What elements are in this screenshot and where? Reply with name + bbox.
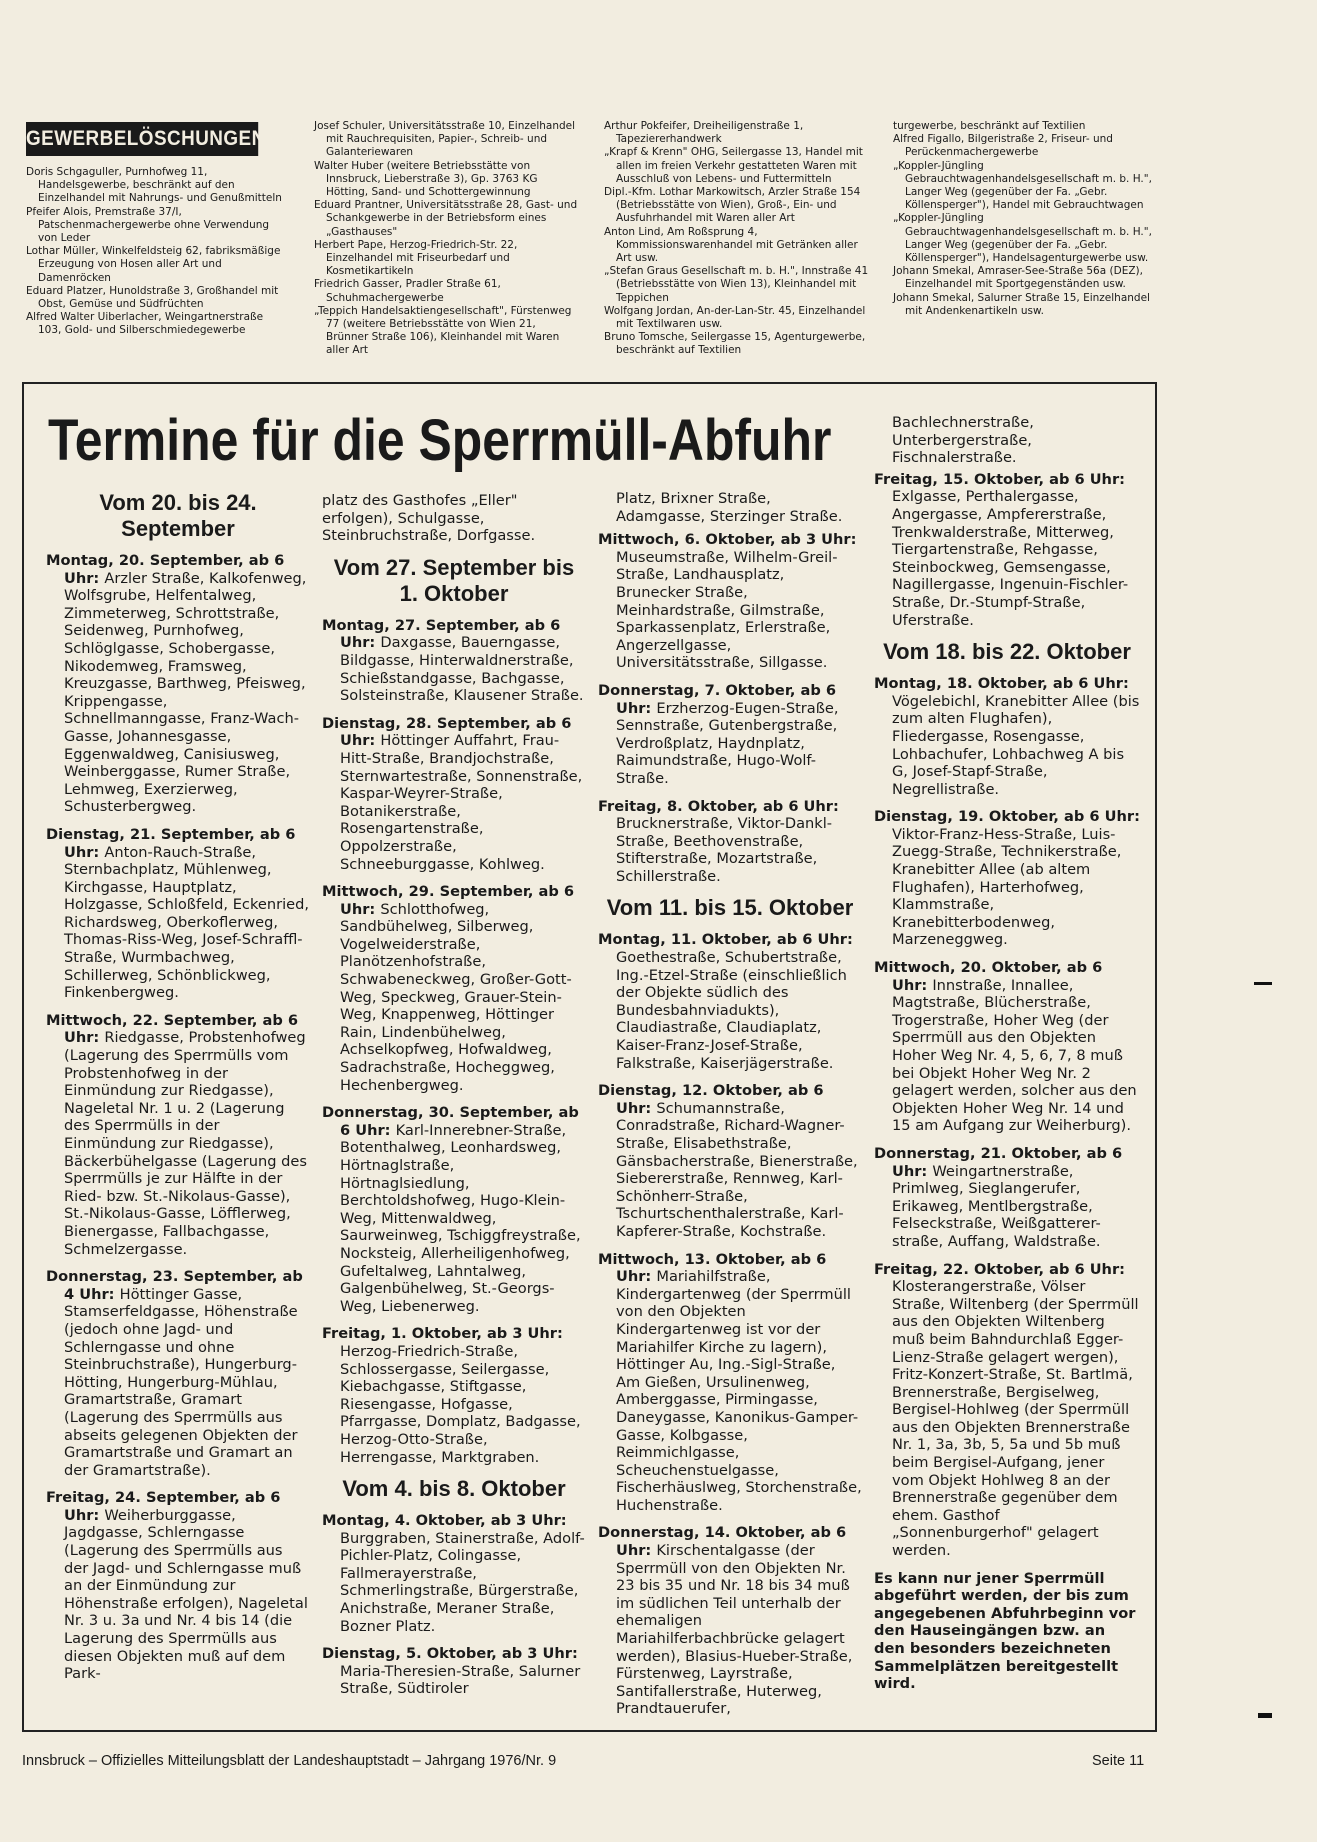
schedule-streets: Erzherzog-Eugen-Straße, Sennstraße, Gutenbergstraße, Verdroßplatz, Haydnplatz, Raimundstraße, Hugo-Wolf-Straße. [616,699,839,787]
gewerbeloeschungen-title: GEWERBELÖSCHUNGEN [26,122,258,156]
schedule-date: Donnerstag, 30. September, ab 6 Uhr: [322,1104,579,1139]
schedule-date: Dienstag, 12. Oktober, ab 6 Uhr: [598,1082,824,1117]
schedule-entry [322,1325,586,1466]
schedule-date: Donnerstag, 14. Oktober, ab 6 Uhr: [598,1524,847,1560]
schedule-date: Montag, 11. Oktober, ab 6 Uhr: [598,931,853,949]
gewerbe-entry: Josef Schuler, Universitätsstraße 10, Einzelhandel mit Rauchrequisiten, Papier-, Schreib- und Galanteriewaren [314,120,576,159]
schedule-list [874,675,1140,1560]
schedule-streets: Weingartnerstraße, Primlweg, Sieglangerufer, Erikaweg, Mentlbergstraße, Felseckstraße, Weißgatterer-straße, Auffang, Waldstraße. [892,1162,1101,1250]
schedule-entry [598,682,862,788]
schedule-date: Donnerstag, 7. Oktober, ab 6 Uhr: [598,681,837,717]
schedule-date: Freitag, 15. Oktober, ab 6 Uhr: [874,470,1125,488]
schedule-list [598,931,862,1718]
schedule-date: Dienstag, 19. Oktober, ab 6 Uhr: [874,808,1140,826]
schedule-entry [874,808,1140,949]
schedule-streets: Museumstraße, Wilhelm-Greil-Straße, Landhausplatz, Brunecker Straße, Meinhardstraße, Gilmstraße, Sparkassenplatz, Erlerstraße, Angerzellgasse, Universitätsstraße, Sillgasse. [616,548,838,672]
schedule-date: Montag, 18. Oktober, ab 6 Uhr: [874,675,1129,693]
gewerbe-entry: Alfred Walter Uiberlacher, Weingartnerstraße 103, Gold- und Silberschmiedegewerbe [26,311,264,337]
gewerbe-entry: Lothar Müller, Winkelfeldsteig 62, fabriksmäßige Erzeugung von Hosen aller Art und Damenröcken [26,245,281,284]
schedule-streets: Arzler Straße, Kalkofenweg, Wolfsgrube, Helfentalweg, Zimmeterweg, Schrottstraße, Seidenweg, Purnhofweg, Schlöglgasse, Schobergasse, Nikodemweg, Framsweg, Kreuzgasse, Barthweg, Pfeisweg, Krippengasse, Schnellmanngasse, Franz-Wach-Gasse, Johannesgasse, Eggenwaldweg, Canisiusweg, Weinberggasse, Rumer Straße, Lehmweg, Exerzierweg, Schusterbergweg. [64,569,307,816]
gewerbe-entry: Doris Schgaguller, Purnhofweg 11, Handelsgewerbe, beschränkt auf den Einzelhandel mit Nahrungs- und Genußmitteln [26,166,282,205]
schedule-date: Freitag, 22. Oktober, ab 6 Uhr: [874,1260,1125,1278]
schedule-streets: Höttinger Gasse, Stamserfeldgasse, Höhenstraße (jedoch ohne Jagd- und Schlerngasse und ohne Steinbruchstraße), Hungerburg-Hötting, Hungerburg-Mühlau, Gramartstraße, Gramart (Lagerung des Sperrmülls aus abseits gelegenen Objekten der Gramartstraße und Gramart an der Gramartstraße). [64,1285,298,1479]
schedule-entry [874,471,1140,629]
gewerbe-entry: Friedrich Gasser, Pradler Straße 61, Schuhmachergewerbe [314,278,501,304]
schedule-streets: Riedgasse, Probstenhofweg (Lagerung des Sperrmülls vom Probstenhofweg in der Einmündung zur Riedgasse), Nageletal Nr. 1 u. 2 (Lagerung des Sperrmülls in der Einmündung zur Riedgasse), Bäckerbühelgasse (Lagerung des Sperrmülls je zur Hälfte in der Ried- bzw. St.-Nikolaus-Gasse), St.-Nikolaus-Gasse, Löfflerweg, Bienergasse, Fallbachgasse, Schmelzergasse. [64,1029,307,1258]
schedule-streets: Höttinger Auffahrt, Frau-Hitt-Straße, Brandjochstraße, Sternwartestraße, Sonnenstraße, Kaspar-Weyrer-Straße, Botanikerstraße, Rosengartenstraße, Oppolzerstraße, Schneeburggasse, Kohlweg. [340,732,583,873]
article-column-3 [598,490,862,1728]
article-column-2 [322,492,586,1708]
schedule-date: Mittwoch, 22. September, ab 6 Uhr: [46,1011,299,1047]
gewerbe-entry: Anton Lind, Am Roßsprung 4, Kommissionswarenhandel mit Getränken aller Art usw. [604,225,858,265]
schedule-date: Dienstag, 5. Oktober, ab 3 Uhr: [322,1645,578,1663]
gewerbe-entry: Dipl.-Kfm. Lothar Markowitsch, Arzler Straße 154 (Betriebsstätte von Wien), Groß-, Ein- und Ausfuhrhandel mit Waren aller Art [604,186,861,225]
schedule-streets: Schlotthofweg, Sandbühelweg, Silberweg, Vogelweiderstraße, Planötzenhofstraße, Schwabeneckweg, Großer-Gott-Weg, Speckweg, Grauer-Stein-Weg, Knappenweg, Höttinger Rain, Lindenbühelweg, Achselkopfweg, Hofwaldweg, Sadrachstraße, Hocheggweg, Hechenbergweg. [340,900,572,1094]
schedule-streets: Innstraße, Innallee, Magtstraße, Blücherstraße, Trogerstraße, Hoher Weg (der Sperrmüll aus den Objekten Hoher Weg Nr. 4, 5, 6, 7, 8 muß bei Objekt Hoher Weg Nr. 2 gelagert werden, solcher aus den Objekten Hoher Weg Nr. 14 und 15 am Aufgang zur Weiherburg). [892,976,1137,1135]
section-heading: Vom 27. September bis 1. Oktober [333,554,575,606]
schedule-date: Dienstag, 28. September, ab 6 Uhr: [322,714,572,750]
article-headline: Termine für die Sperrmüll-Abfuhr [48,408,832,473]
frame-left-rule [22,382,24,1732]
scan-mark [1258,1713,1272,1718]
schedule-list [874,471,1140,629]
schedule-date: Mittwoch, 29. September, ab 6 Uhr: [322,883,575,918]
schedule-entry [46,1268,310,1479]
schedule-date: Montag, 20. September, ab 6 Uhr: [46,552,285,587]
schedule-date: Montag, 4. Oktober, ab 3 Uhr: [322,1512,567,1530]
schedule-streets: Burggraben, Stainerstraße, Adolf-Pichler-Platz, Colingasse, Fallmerayerstraße, Schmerlingstraße, Bürgerstraße, Anichstraße, Meraner Straße, Bozner Platz. [340,1529,585,1635]
gewerbe-entry: Eduard Prantner, Universitätsstraße 28, Gast- und Schankgewerbe in der Betriebsform eines „Gasthauses" [314,199,578,238]
gewerbe-entry: Pfeifer Alois, Premstraße 37/I, Patschenmachergewerbe ohne Verwendung von Leder [26,205,270,245]
schedule-streets: Anton-Rauch-Straße, Sternbachplatz, Mühlenweg, Kirchgasse, Hauptplatz, Holzgasse, Schloßfeld, Eckenried, Richardsweg, Oberkoflerweg, Thomas-Riss-Weg, Josef-Schraffl-Straße, Wurmbachweg, Schillerweg, Schönblickweg, Finkenbergweg. [64,843,310,1002]
schedule-entry [46,552,310,816]
gewerbe-entry: Eduard Platzer, Hunoldstraße 3, Großhandel mit Obst, Gemüse und Südfrüchten [26,284,279,311]
article-column-1 [46,490,310,1693]
schedule-streets: Vögelebichl, Kranebitter Allee (bis zum alten Flughafen), Fliedergasse, Rosengasse, Lohbachufer, Lohbachweg A bis G, Josef-Stapf-Straße, Negrellistraße. [892,692,1140,798]
section-heading: Vom 4. bis 8. Oktober [342,1476,566,1502]
frame-right-rule [1155,382,1157,1732]
gewerbe-entry: „Krapf & Krenn" OHG, Seilergasse 13, Handel mit allen im freien Verkehr gestatteten Waren mit Ausschluß von Lebens- und Futtermitteln [604,146,863,185]
schedule-entry [598,931,862,1072]
schedule-entry [322,1645,586,1698]
article-column-4 [874,414,1140,1693]
schedule-streets: Weiherburggasse, Jagdgasse, Schlerngasse (Lagerung des Sperrmülls aus der Jagd- und Schlerngasse muß an der Einmündung zur Höhenstraße erfolgen), Nageletal Nr. 3 u. 3a und Nr. 4 bis 14 (die Lagerung des Sperrmülls aus diesen Objekten muß auf dem Park- [64,1506,308,1683]
schedule-date: Freitag, 24. September, ab 6 Uhr: [46,1489,281,1524]
schedule-list [322,617,586,1466]
schedule-streets: Brucknerstraße, Viktor-Dankl-Straße, Beethovenstraße, Stifterstraße, Mozartstraße, Schillerstraße. [616,815,833,885]
schedule-entry [322,617,586,705]
schedule-entry [598,798,862,886]
schedule-date: Donnerstag, 21. Oktober, ab 6 Uhr: [874,1144,1123,1180]
schedule-date: Freitag, 1. Oktober, ab 3 Uhr: [322,1325,563,1343]
gewerbe-entry: „Stefan Graus Gesellschaft m. b. H.", Innstraße 41 (Betriebsstätte von Wien 13), Kleinhandel mit Teppichen [604,265,869,304]
schedule-date: Montag, 27. September, ab 6 Uhr: [322,616,561,652]
schedule-streets: Daxgasse, Bauerngasse, Bildgasse, Hinterwaldnerstraße, Schießstandgasse, Bachgasse, Solsteinstraße, Klausener Straße. [340,634,584,705]
continued-text: Bachlechnerstraße, Unterbergerstraße, Fischnalerstraße. [892,414,1034,467]
schedule-streets: Exlgasse, Perthalergasse, Angergasse, Ampfererstraße, Trenkwalderstraße, Mitterweg, Tiergartenstraße, Rehgasse, Steinbockweg, Gemsengasse, Nagillergasse, Ingenuin-Fischler-Straße, Dr.-Stumpf-Straße, Uferstraße. [892,488,1129,629]
gewerbe-entry: Johann Smekal, Amraser-See-Straße 56a (DEZ), Einzelhandel mit Sportgegenständen usw. [893,265,1143,291]
schedule-streets: Karl-Innerebner-Straße, Botenthalweg, Leonhardsweg, Hörtnaglstraße, Hörtnaglsiedlung, Berchtoldshofweg, Hugo-Klein-Weg, Mittenwaldweg, Saurweinweg, Tschiggfreystraße, Nocksteig, Allerheiligenhofweg, Gufeltalweg, Lahntalweg, Galgenbühelweg, St.-Georgs-Weg, Liebenerweg. [340,1121,581,1315]
schedule-entry [874,675,1140,798]
gewerbe-entry: Arthur Pokfeifer, Dreiheiligenstraße 1, Tapeziererhandwerk [604,120,804,146]
frame-bottom-rule [22,1730,1157,1732]
gewerbe-column-3 [604,120,870,358]
gewerbe-column-1 [26,166,288,338]
gewerbe-entry: Johann Smekal, Salurner Straße 15, Einzelhandel mit Andenkenartikeln usw. [893,291,1150,317]
schedule-streets: Schumannstraße, Conradstraße, Richard-Wagner-Straße, Elisabethstraße, Gänsbacherstraße, Bienerstraße, Siebererstraße, Rennweg, Karl-Schönherr-Straße, Tschurtschenthalerstraße, Karl-Kapferer-Straße, Kochstraße. [616,1099,858,1240]
schedule-date: Donnerstag, 23. September, ab 4 Uhr: [46,1268,303,1303]
schedule-entry [322,1104,586,1315]
continued-text: Platz, Brixner Straße, Adamgasse, Sterzinger Straße. [616,490,843,525]
gewerbe-entry: Alfred Figallo, Bilgeristraße 2, Friseur- und Perückenmachergewerbe [893,133,1113,159]
schedule-list [322,1512,586,1698]
section-heading: Vom 20. bis 24. September [99,490,257,541]
schedule-list [598,531,862,885]
schedule-entry [46,1012,310,1258]
gewerbe-column-2 [314,120,580,358]
footer-publication: Innsbruck – Offizielles Mitteilungsblatt der Landeshauptstadt – Jahrgang 1976/Nr. 9 [22,1753,557,1769]
gewerbe-entry: „Koppler-Jüngling Gebrauchtwagenhandelsgesellschaft m. b. H.", Langer Weg (gegenüber der Fa. „Gebr. Köllensperger"), Handelsagenturgewerbe usw. [893,212,1152,265]
gewerbe-entry: Herbert Pape, Herzog-Friedrich-Str. 22, Einzelhandel mit Friseurbedarf und Kosmetikartikeln [314,238,518,278]
schedule-entry [874,1261,1140,1560]
closing-note: Es kann nur jener Sperrmüll abgeführt werden, der bis zum angegebenen Abfuhrbeginn vor den Hauseingängen bzw. an den besonders bezeichneten Sammelplätzen bereitgestellt wird. [874,1569,1136,1693]
schedule-streets: Viktor-Franz-Hess-Straße, Luis-Zuegg-Straße, Technikerstraße, Kranebitter Allee (ab altem Flughafen), Harterhofweg, Klammstraße, Kranebitterbodenweg, Marzeneggweg. [892,825,1122,949]
gewerbe-column-4 [893,120,1158,318]
schedule-date: Dienstag, 21. September, ab 6 Uhr: [46,825,296,861]
schedule-entry [46,826,310,1002]
section-heading: Vom 11. bis 15. Oktober [606,895,854,921]
schedule-streets: Herzog-Friedrich-Straße, Schlossergasse, Seilergasse, Kiebachgasse, Stiftgasse, Riesengasse, Hofgasse, Pfarrgasse, Domplatz, Badgasse, Herzog-Otto-Straße, Herrengasse, Marktgraben. [340,1342,581,1466]
frame-top-rule [22,382,1155,384]
schedule-date: Mittwoch, 20. Oktober, ab 6 Uhr: [874,959,1103,994]
gewerbe-entry: „Koppler-Jüngling Gebrauchtwagenhandelsgesellschaft m. b. H.", Langer Weg (gegenüber der Fa. „Gebr. Köllensperger"), Handel mit Gebrauchtwagen [893,159,1152,212]
schedule-streets: Klosterangerstraße, Völser Straße, Wiltenberg (der Sperrmüll aus den Objekten Wiltenberg muß beim Bahndurchlaß Egger-Lienz-Straße gelagert wergen), Fritz-Konzert-Straße, St. Bartlmä, Brennerstraße, Bergiselweg, Bergisel-Hohlweg (der Sperrmüll aus den Objekten Brennerstraße Nr. 1, 3a, 3b, 5, 5a und 5b muß beim Bergisel-Aufgang, jener vom Objekt Hohlweg 8 an der Brennerstraße gegenüber dem ehem. Gasthof „Sonnenburgerhof" gelagert werden. [892,1278,1139,1560]
schedule-entry [598,1524,862,1718]
schedule-entry [322,1512,586,1635]
schedule-streets: Maria-Theresien-Straße, Salurner Straße, Südtiroler [340,1662,581,1698]
schedule-streets: Mariahilfstraße, Kindergartenweg (der Sperrmüll von den Objekten Kindergartenweg ist vor der Mariahilfer Kirche zu lagern), Höttinger Au, Ing.-Sigl-Straße, Am Gießen, Ursulinenweg, Amberggasse, Pirmingasse, Daneygasse, Kanonikus-Gamper-Gasse, Kolbgasse, Reimmichlgasse, Scheuchenstuelgasse, Fischerhäuslweg, Storchenstraße, Huchenstraße. [616,1268,862,1514]
gewerbe-entry: „Teppich Handelsaktiengesellschaft", Fürstenweg 77 (weitere Betriebsstätte von Wien 21, Brünner Straße 106), Kleinhandel mit Waren aller Art [314,304,572,357]
schedule-entry [322,715,586,873]
gewerbe-entry: Bruno Tomsche, Seilergasse 15, Agenturgewerbe, beschränkt auf Textilien [604,331,866,357]
scan-mark [1254,982,1272,985]
schedule-entry [598,531,862,672]
schedule-streets: Goethestraße, Schubertstraße, Ing.-Etzel-Straße (einschließlich der Objekte südlich des Bundesbahnviadukts), Claudiastraße, Claudiaplatz, Kaiser-Franz-Josef-Straße, Falkstraße, Kaiserjägerstraße. [616,949,847,1072]
schedule-entry [322,883,586,1094]
schedule-list [46,552,310,1683]
gewerbe-entry: Wolfgang Jordan, An-der-Lan-Str. 45, Einzelhandel mit Textilwaren usw. [604,304,866,331]
gewerbe-entry: Walter Huber (weitere Betriebsstätte von Innsbruck, Lieberstraße 3), Gp. 3763 KG Hötting, Sand- und Schottergewinnung [314,159,538,199]
schedule-entry [598,1082,862,1240]
schedule-entry [874,1145,1140,1251]
schedule-date: Freitag, 8. Oktober, ab 6 Uhr: [598,797,839,815]
schedule-entry [874,959,1140,1135]
continued-text: platz des Gasthofes „Eller" erfolgen), Schulgasse, Steinbruchstraße, Dorfgasse. [322,492,536,545]
schedule-entry [598,1251,862,1515]
schedule-streets: Kirschentalgasse (der Sperrmüll von den Objekten Nr. 23 bis 35 und Nr. 18 bis 34 muß im südlichen Teil unterhalb der ehemaligen Mariahilferbachbrücke gelagert werden), Blasius-Hueber-Straße, Fürstenweg, Layrstraße, Santifallerstraße, Huterweg, Prandtauerufer, [616,1542,853,1718]
schedule-entry [46,1489,310,1683]
schedule-date: Mittwoch, 13. Oktober, ab 6 Uhr: [598,1250,827,1286]
footer-page-number: Seite 11 [1092,1753,1145,1769]
gewerbe-entry: turgewerbe, beschränkt auf Textilien [893,120,1086,132]
schedule-date: Mittwoch, 6. Oktober, ab 3 Uhr: [598,531,857,549]
section-heading: Vom 18. bis 22. Oktober [883,639,1131,665]
